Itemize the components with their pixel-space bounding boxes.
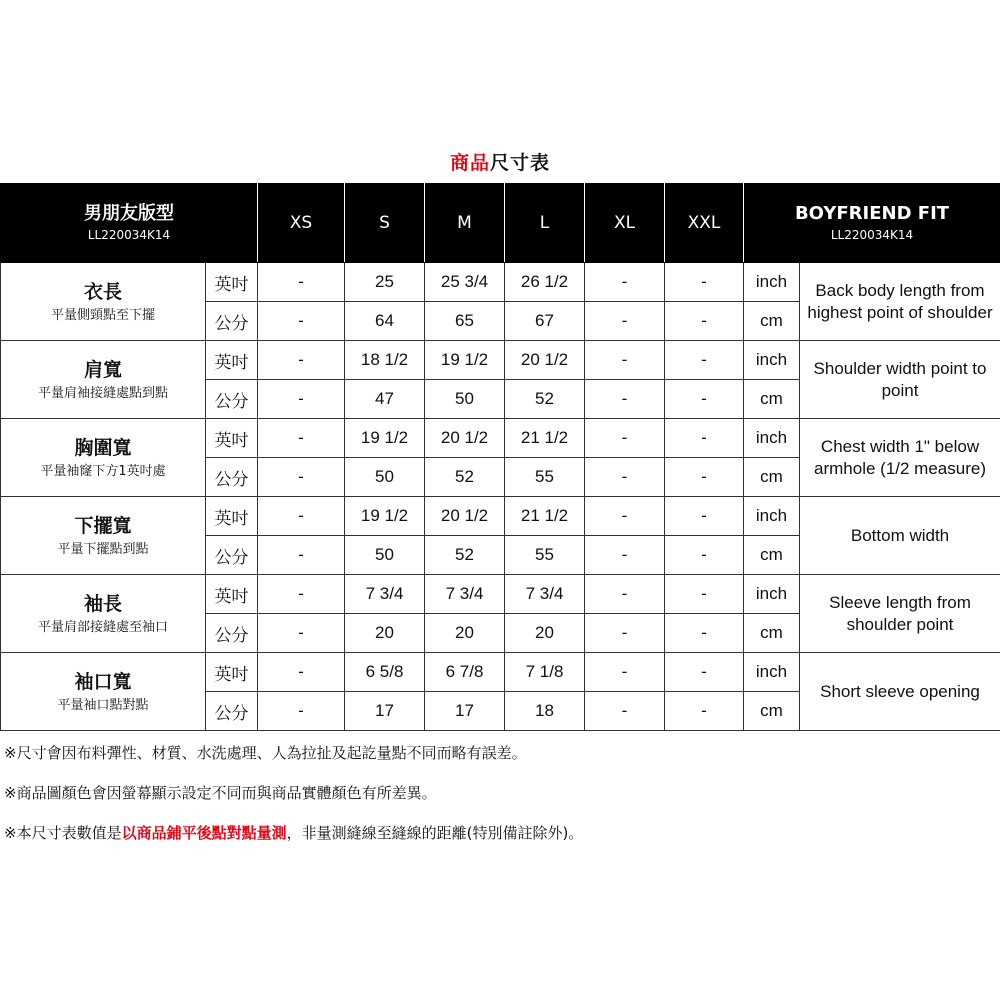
measurement-description: Shoulder width point to point (800, 341, 1000, 419)
value-inch-xl: - (585, 263, 665, 302)
measurement-method: 平量下擺點到點 (57, 541, 149, 557)
measurement-label (1, 653, 206, 731)
table-header-row (1, 184, 1000, 263)
value-cm-l: 20 (505, 614, 585, 653)
unit-inch-label: 英吋 (206, 419, 258, 458)
header-fit-cell (744, 184, 1000, 263)
value-inch-xxl: - (665, 575, 744, 614)
size-header-m: M (425, 184, 505, 263)
unit-inch-en: inch (744, 419, 800, 458)
value-inch-xxl: - (665, 263, 744, 302)
value-inch-xxl: - (665, 341, 744, 380)
note-line: ※商品圖顏色會因螢幕顯示設定不同而與商品實體顏色有所差異。 (4, 784, 437, 802)
value-cm-m: 17 (425, 692, 505, 731)
value-cm-l: 52 (505, 380, 585, 419)
measurement-description: Chest width 1" below armhole (1/2 measure) (800, 419, 1000, 497)
size-header-l: L (505, 184, 585, 263)
size-header-xl: XL (585, 184, 665, 263)
value-inch-m: 25 3/4 (425, 263, 505, 302)
value-cm-xl: - (585, 692, 665, 731)
value-cm-l: 55 (505, 458, 585, 497)
value-cm-xs: - (258, 380, 345, 419)
measurement-description: Back body length from highest point of shoulder (800, 263, 1000, 341)
measurement-method: 平量肩部接縫處至袖口 (37, 619, 168, 635)
size-header-xxl: XXL (665, 184, 744, 263)
value-cm-s: 50 (345, 458, 425, 497)
value-cm-xxl: - (665, 614, 744, 653)
unit-inch-en: inch (744, 497, 800, 536)
value-cm-l: 18 (505, 692, 585, 731)
value-inch-xl: - (585, 653, 665, 692)
value-inch-xxl: - (665, 497, 744, 536)
table-row (1, 341, 1000, 380)
size-header-s: S (345, 184, 425, 263)
value-inch-s: 19 1/2 (345, 419, 425, 458)
unit-cm-en: cm (744, 380, 800, 419)
value-cm-xl: - (585, 380, 665, 419)
value-cm-xxl: - (665, 458, 744, 497)
note-text: ※本尺寸表數值是 (4, 824, 122, 842)
measurement-description: Bottom width (800, 497, 1000, 575)
unit-cm-label: 公分 (206, 458, 258, 497)
value-inch-m: 6 7/8 (425, 653, 505, 692)
value-inch-l: 7 1/8 (505, 653, 585, 692)
measurement-description: Short sleeve opening (800, 653, 1000, 731)
value-inch-xs: - (258, 419, 345, 458)
value-inch-xxl: - (665, 653, 744, 692)
value-cm-xs: - (258, 614, 345, 653)
value-cm-xxl: - (665, 380, 744, 419)
value-cm-xs: - (258, 458, 345, 497)
value-cm-s: 20 (345, 614, 425, 653)
value-cm-s: 50 (345, 536, 425, 575)
unit-cm-label: 公分 (206, 380, 258, 419)
table-row (1, 263, 1000, 302)
measurement-name: 下擺寬 (74, 514, 132, 537)
measurement-label (1, 575, 206, 653)
table-row (1, 419, 1000, 458)
measurement-label (1, 497, 206, 575)
measurement-name: 胸圍寬 (74, 436, 132, 459)
value-cm-xxl: - (665, 536, 744, 575)
measurement-description: Sleeve length from shoulder point (800, 575, 1000, 653)
unit-cm-label: 公分 (206, 536, 258, 575)
measurement-method: 平量袖口點對點 (57, 697, 149, 713)
value-cm-l: 67 (505, 302, 585, 341)
value-inch-l: 26 1/2 (505, 263, 585, 302)
measurement-method: 平量袖窿下方1英吋處 (40, 463, 166, 479)
unit-cm-en: cm (744, 614, 800, 653)
value-cm-xs: - (258, 536, 345, 575)
unit-cm-en: cm (744, 302, 800, 341)
measurement-label (1, 263, 206, 341)
title-prefix: 商品 (449, 152, 490, 174)
measurement-name: 袖長 (83, 592, 122, 615)
value-inch-s: 18 1/2 (345, 341, 425, 380)
value-cm-s: 47 (345, 380, 425, 419)
value-cm-l: 55 (505, 536, 585, 575)
fit-name: BOYFRIEND FIT (794, 203, 950, 224)
size-chart-table (0, 183, 1000, 731)
value-inch-m: 20 1/2 (425, 497, 505, 536)
note-highlight: 以商品鋪平後點對點量測 (121, 824, 287, 842)
value-inch-l: 21 1/2 (505, 497, 585, 536)
style-code: LL220034K14 (87, 228, 171, 242)
unit-inch-label: 英吋 (206, 497, 258, 536)
value-inch-s: 7 3/4 (345, 575, 425, 614)
unit-cm-label: 公分 (206, 614, 258, 653)
measurement-label (1, 341, 206, 419)
page-title (0, 148, 1000, 175)
value-inch-xl: - (585, 419, 665, 458)
value-cm-xl: - (585, 536, 665, 575)
value-cm-m: 50 (425, 380, 505, 419)
value-inch-xs: - (258, 575, 345, 614)
measurement-name: 肩寬 (83, 358, 122, 381)
note-line: ※尺寸會因布料彈性、材質、水洗處理、人為拉扯及起訖量點不同而略有誤差。 (4, 744, 527, 762)
value-cm-m: 65 (425, 302, 505, 341)
measurement-name: 袖口寬 (74, 670, 132, 693)
measurement-label (1, 419, 206, 497)
unit-cm-label: 公分 (206, 692, 258, 731)
unit-inch-label: 英吋 (206, 341, 258, 380)
unit-inch-en: inch (744, 653, 800, 692)
value-inch-xxl: - (665, 419, 744, 458)
header-style-cell (1, 184, 258, 263)
value-inch-xl: - (585, 575, 665, 614)
value-inch-s: 25 (345, 263, 425, 302)
value-cm-xs: - (258, 692, 345, 731)
fit-code: LL220034K14 (830, 228, 914, 242)
unit-inch-en: inch (744, 263, 800, 302)
value-cm-xl: - (585, 458, 665, 497)
table-row (1, 653, 1000, 692)
value-inch-m: 20 1/2 (425, 419, 505, 458)
value-cm-m: 52 (425, 536, 505, 575)
unit-cm-label: 公分 (206, 302, 258, 341)
unit-cm-en: cm (744, 692, 800, 731)
style-name: 男朋友版型 (84, 203, 174, 224)
unit-inch-label: 英吋 (206, 653, 258, 692)
value-inch-xs: - (258, 497, 345, 536)
unit-inch-en: inch (744, 575, 800, 614)
value-inch-m: 7 3/4 (425, 575, 505, 614)
title-suffix: 尺寸表 (490, 152, 551, 174)
size-header-xs: XS (258, 184, 345, 263)
value-inch-xs: - (258, 263, 345, 302)
measurement-method: 平量肩袖接縫處點到點 (37, 385, 168, 401)
unit-cm-en: cm (744, 536, 800, 575)
unit-inch-en: inch (744, 341, 800, 380)
value-inch-xl: - (585, 341, 665, 380)
table-row (1, 497, 1000, 536)
value-inch-s: 19 1/2 (345, 497, 425, 536)
value-inch-xs: - (258, 653, 345, 692)
note-text: ，非量測縫線至縫線的距離(特別備註除外)。 (286, 824, 584, 842)
note-line (4, 821, 994, 861)
unit-inch-label: 英吋 (206, 575, 258, 614)
value-inch-m: 19 1/2 (425, 341, 505, 380)
measurement-method: 平量側頸點至下擺 (50, 307, 155, 323)
value-cm-xl: - (585, 614, 665, 653)
value-cm-xl: - (585, 302, 665, 341)
table-row (1, 575, 1000, 614)
value-cm-s: 64 (345, 302, 425, 341)
value-cm-s: 17 (345, 692, 425, 731)
value-inch-xs: - (258, 341, 345, 380)
value-cm-xs: - (258, 302, 345, 341)
value-cm-xxl: - (665, 302, 744, 341)
measurement-name: 衣長 (83, 280, 122, 303)
value-cm-m: 20 (425, 614, 505, 653)
value-inch-s: 6 5/8 (345, 653, 425, 692)
value-inch-l: 7 3/4 (505, 575, 585, 614)
unit-inch-label: 英吋 (206, 263, 258, 302)
value-cm-xxl: - (665, 692, 744, 731)
value-inch-l: 20 1/2 (505, 341, 585, 380)
notes-section (4, 741, 994, 861)
value-inch-l: 21 1/2 (505, 419, 585, 458)
value-inch-xl: - (585, 497, 665, 536)
unit-cm-en: cm (744, 458, 800, 497)
table-body (1, 263, 1000, 731)
value-cm-m: 52 (425, 458, 505, 497)
